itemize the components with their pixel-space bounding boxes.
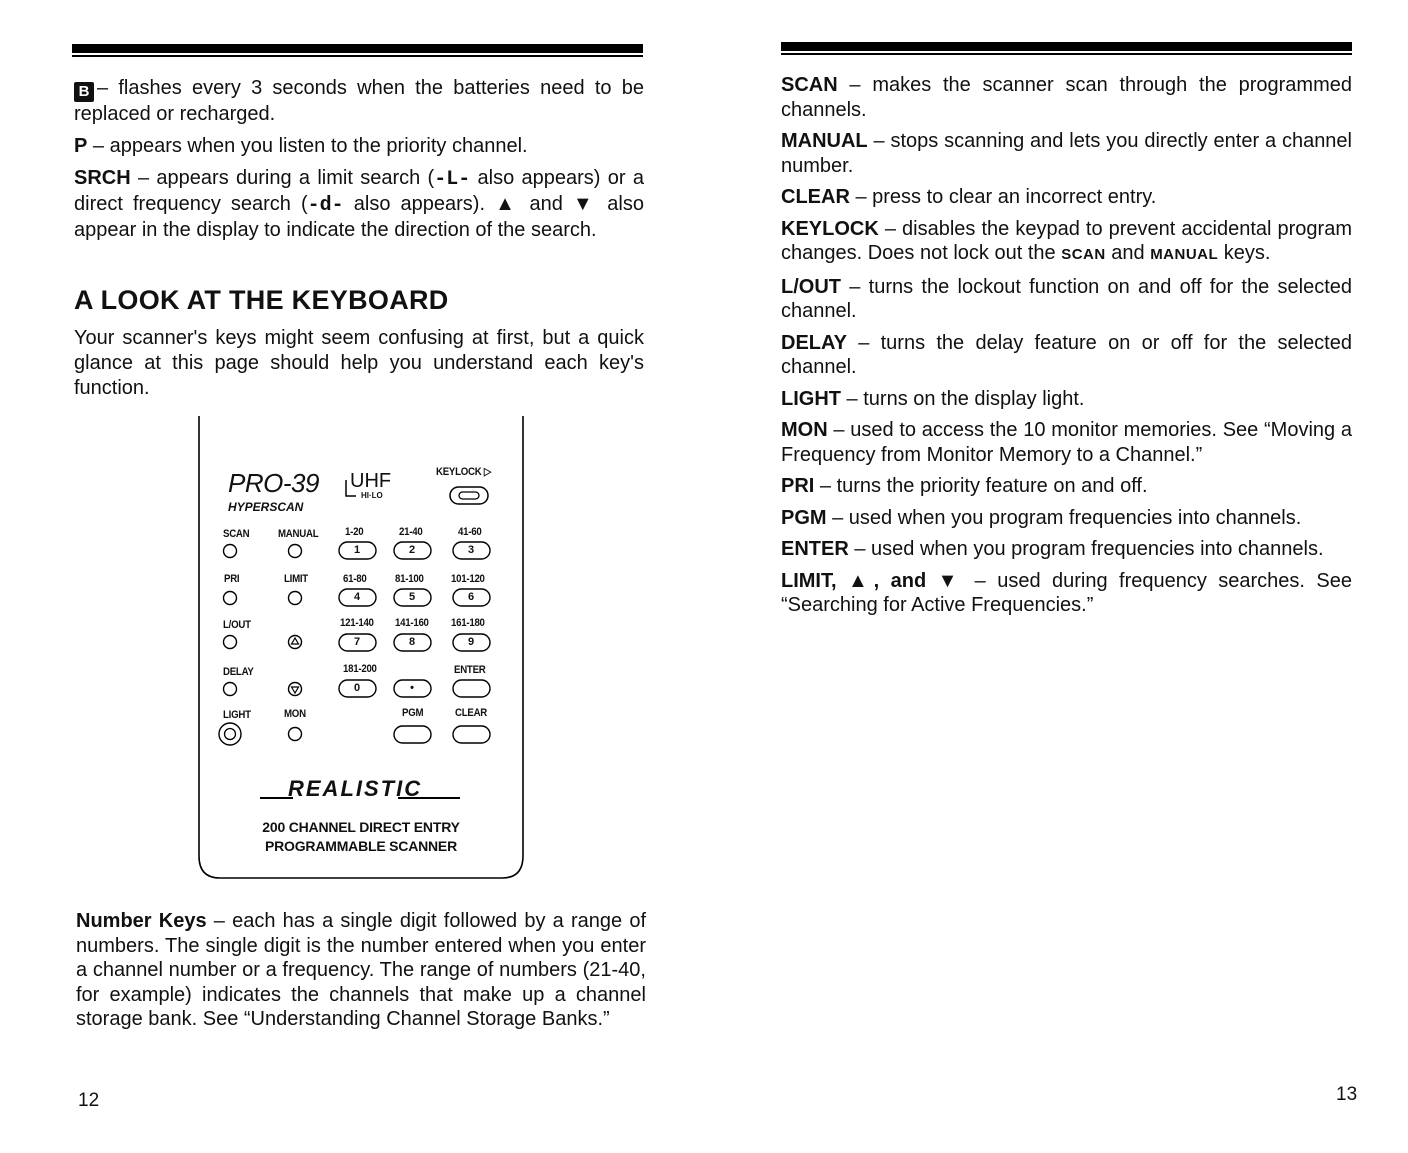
- entry-scan: SCAN – makes the scanner scan through the programmed channels.: [781, 74, 1352, 121]
- entry-lout: L/OUT – turns the lockout function on and off for the selected channel.: [781, 275, 1352, 322]
- lout-key[interactable]: [224, 636, 237, 649]
- clear-key[interactable]: [453, 726, 490, 743]
- remote-footer-line2: PROGRAMMABLE SCANNER: [264, 838, 457, 854]
- entry-keylock: KEYLOCK – disables the keypad to prevent accidental program changes. Does not lock out the SCAN and MANUAL keys.: [781, 217, 1352, 264]
- digit-dot: •: [410, 682, 414, 694]
- keylock-label: KEYLOCK ▷: [436, 466, 492, 478]
- pgm-key[interactable]: [394, 726, 431, 743]
- remote-keyboard-illustration: [198, 416, 524, 881]
- keylock-button[interactable]: [450, 487, 488, 504]
- top-rule-left: [72, 44, 643, 53]
- manual-key[interactable]: [289, 545, 302, 558]
- page-number-left: 12: [78, 1090, 100, 1111]
- scan-label: SCAN: [223, 528, 250, 540]
- entry-mon: MON – used to access the 10 monitor memories. See “Moving a Frequency from Monitor Memory to a Channel.”: [781, 419, 1352, 466]
- remote-model: PRO-39: [228, 468, 319, 498]
- range-101-120: 101-120: [451, 573, 485, 585]
- entry-limit: LIMIT, ▲, and ▼ – used during frequency searches. See “Searching for Active Frequencies.”: [781, 569, 1352, 616]
- range-41-60: 41-60: [458, 526, 482, 538]
- range-121-140: 121-140: [340, 617, 374, 629]
- srch-paragraph: SRCH – appears during a limit search (-L- also appears) or a direct frequency search (-d- also appears). ▲ and ▼ also appear in the display to indicate the direction of the search.: [74, 167, 644, 241]
- range-181-200: 181-200: [343, 663, 377, 675]
- left-column: [74, 76, 644, 250]
- entry-manual: MANUAL – stops scanning and lets you directly enter a channel number.: [781, 130, 1352, 177]
- entry-clear: CLEAR – press to clear an incorrect entry.: [781, 186, 1157, 208]
- keyboard-heading: A LOOK AT THE KEYBOARD: [74, 285, 449, 315]
- light-label: LIGHT: [223, 709, 251, 721]
- digit-7: 7: [353, 636, 361, 648]
- enter-label: ENTER: [454, 664, 486, 676]
- limit-key[interactable]: [289, 592, 302, 605]
- range-61-80: 61-80: [343, 573, 367, 585]
- digit-9: 9: [467, 636, 475, 648]
- entry-enter: ENTER – used when you program frequencies into channels.: [781, 538, 1324, 560]
- battery-icon: B: [74, 82, 94, 102]
- brand-logo: REALISTIC: [288, 776, 423, 801]
- digit-8: 8: [408, 636, 416, 648]
- range-141-160: 141-160: [395, 617, 429, 629]
- light-key[interactable]: [219, 723, 241, 745]
- scan-key[interactable]: [224, 545, 237, 558]
- digit-0: 0: [353, 682, 361, 694]
- down-arrow-icon: [292, 687, 299, 693]
- pri-key[interactable]: [224, 592, 237, 605]
- digit-5: 5: [408, 591, 416, 603]
- pri-label: PRI: [224, 573, 240, 585]
- digit-3: 3: [467, 544, 475, 556]
- mon-key[interactable]: [289, 728, 302, 741]
- limit-label: LIMIT: [284, 573, 308, 585]
- remote-footer-line1: 200 CHANNEL DIRECT ENTRY: [262, 819, 460, 835]
- remote-band-sub: HI·LO: [361, 491, 383, 500]
- mon-label: MON: [284, 708, 306, 720]
- entry-light: LIGHT – turns on the display light.: [781, 387, 1085, 410]
- right-column: [781, 73, 1352, 625]
- range-81-100: 81-100: [395, 573, 424, 585]
- manual-label: MANUAL: [278, 528, 319, 540]
- entry-pri: PRI – turns the priority feature on and off.: [781, 475, 1148, 497]
- digit-4: 4: [353, 591, 361, 603]
- pgm-label: PGM: [402, 707, 424, 719]
- delay-key[interactable]: [224, 683, 237, 696]
- keyboard-intro: Your scanner's keys might seem confusing at first, but a quick glance at this page should help you understand each key's function.: [74, 327, 644, 399]
- entry-pgm: PGM – used when you program frequencies into channels.: [781, 506, 1302, 529]
- entry-delay: DELAY – turns the delay feature on or off for the selected channel.: [781, 331, 1352, 378]
- enter-key[interactable]: [453, 680, 490, 697]
- lout-label: L/OUT: [223, 619, 251, 631]
- digit-2: 2: [408, 544, 416, 556]
- digit-6: 6: [467, 591, 475, 603]
- remote-subtitle: HYPERSCAN: [228, 500, 304, 514]
- range-161-180: 161-180: [451, 617, 485, 629]
- clear-label: CLEAR: [455, 707, 488, 719]
- digit-1: 1: [353, 544, 361, 556]
- battery-paragraph: B – flashes every 3 seconds when the batteries need to be replaced or recharged.: [74, 77, 644, 125]
- top-rule-right: [781, 42, 1352, 51]
- number-keys-paragraph: Number Keys – each has a single digit followed by a range of numbers. The single digit is the number entered when you enter a channel number or a frequency. The range of numbers (21-40, for example) indicates the channels that make up a channel storage bank. See “Understanding Channel Storage Banks.”: [76, 910, 646, 1030]
- page-number-right: 13: [1336, 1084, 1358, 1105]
- delay-label: DELAY: [223, 666, 254, 678]
- p-paragraph: P – appears when you listen to the priority channel.: [74, 135, 528, 157]
- range-21-40: 21-40: [399, 526, 423, 538]
- remote-band: UHF: [350, 470, 392, 492]
- range-1-20: 1-20: [345, 526, 364, 538]
- up-arrow-icon: [292, 638, 299, 644]
